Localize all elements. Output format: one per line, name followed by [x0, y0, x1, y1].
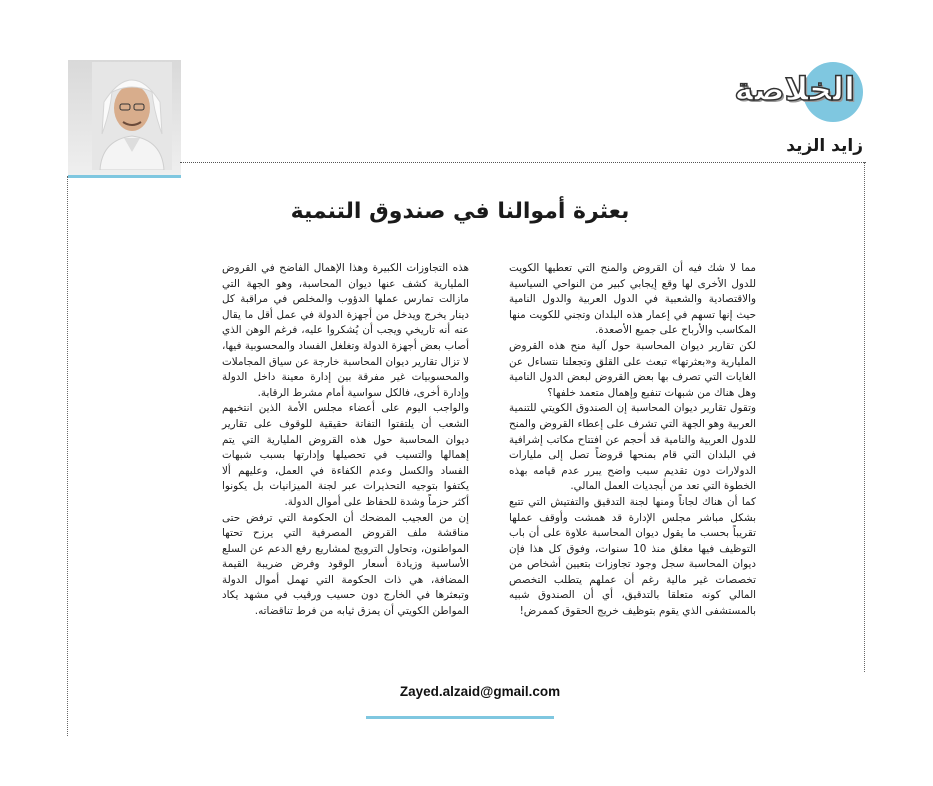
paragraph: كما أن هناك لجاناً ومنها لجنة التدقيق والتفتيش التي تتبع بشكل مباشر مجلس الإدارة قد همشت وأوقف عملها تقريباً بحسب ما يقول ديوان المحاسبة علاوة على أن باب التوظيف فيها مغلق منذ 10 سنوات، وفوق كل هذا فإن ديوان المحاسبة سجل وجود تجاوزات بتعيين أشخاص من تخصصات غير مالية رغم أن عملهم يتطلب التخصص المالي كونه متعلقا بالتدقيق، أي أن الصندوق شبيه بالمستشفى الذي يقوم بتوظيف خريج الحقوق كممرض!	[509, 495, 757, 618]
author-email[interactable]: Zayed.alzaid@gmail.com	[399, 684, 561, 699]
article-headline: بعثرة أموالنا في صندوق التنمية	[290, 199, 630, 224]
left-divider	[67, 176, 68, 736]
paragraph: وتقول تقارير ديوان المحاسبة إن الصندوق الكويتي للتنمية العربية وهو الجهة التي تشرف على إعطاء القروض والمنح للدول العربية والنامية قد أحجم عن افتتاح مكاتب إشرافية في البلدان التي قام بمنحها قروضاً تصل إلى مليارات الدولارات دون تقديم سبب واضح يبرر عدم قيامه بهذه الخطوة التي تعد من أبجديات العمل المالي.	[509, 402, 756, 493]
paragraph: لكن تقارير ديوان المحاسبة حول آلية منح هذه القروض المليارية و«بعثرتها» تبعث على القلق وتجعلنا نتساءل عن الغايات التي تصرف بها بعض القروض لبعض الدول النامية وهل هناك من شبهات تنفيع وإهمال متعمد خلفها؟	[509, 339, 756, 399]
paragraph: مما لا شك فيه أن القروض والمنح التي تعطيها الكويت للدول الأخرى لها وقع إيجابي كبير من النواحي السياسية والاقتصادية والشعبية في الدول العربية والدول النامية حيث إنها تسهم في إعمار هذه البلدان وتجني للكويت منها المكاسب والأرباح على جميع الأصعدة.	[509, 262, 756, 337]
column-badge	[713, 62, 863, 124]
article-column-right	[509, 261, 756, 620]
author-name: زايد الزيد	[786, 136, 863, 156]
top-divider	[180, 162, 866, 163]
right-divider	[864, 162, 865, 672]
article-column-left	[222, 261, 469, 620]
paragraph: إن من العجيب المضحك أن الحكومة التي ترفض حتى مناقشة ملف القروض المصرفية التي يرزح تحتها المواطنون، وتحاول الترويج لمشاريع رفع الدعم عن السلع الأساسية وزيادة أسعار الوقود وفرض ضريبة القيمة المضافة، هي ذات الحكومة التي تهمل أموال الدولة وتبعثرها في الخارج دون حسيب ورقيب في مشهد يكاد المواطن الكويتي أن يمزق ثيابه من فرط تناقضاته.	[222, 511, 469, 618]
author-portrait-icon	[92, 62, 172, 170]
footer-accent-bar	[366, 716, 554, 719]
paragraph: هذه التجاوزات الكبيرة وهذا الإهمال الفاضح في القروض المليارية كشف عنها ديوان المحاسبة، وهو الجهة التي مازالت تمارس عملها الدؤوب والمخلص في مراقبة كل دينار يخرج ويدخل من أجهزة الدولة في عمل أقل ما يقال عنه أنه تاريخي ويجب أن يُشكروا عليه، فرغم الوهن الذي أصاب بعض أجهزة الدولة وتغلغل الفساد والمحسوبية فيها، لا تزال تقارير ديوان المحاسبة خارجة عن سياق المجاملات والمحسوبيات غير مفرقة بين إدارة معينة داخل الدولة وإدارة أخرى، فالكل سواسية أمام مشرط الرقابة.	[222, 262, 469, 399]
paragraph: والواجب اليوم على أعضاء مجلس الأمة الذين انتخبهم الشعب أن يلتفتوا التفاتة حقيقية للوقوف على تقارير ديوان المحاسبة حول هذه القروض المليارية التي يتم إهمالها والتسيب في تحصيلها وإدارتها بسبب شبهات الفساد والكسل وعدم الكفاءة في العمل، وعليهم ألا يكتفوا بتوجيه التحذيرات عبر لجنة الميزانيات بل يكونوا أكثر حزماً وشدة للحفاظ على أموال الدولة.	[222, 402, 469, 508]
badge-label: الخلاصة	[734, 70, 855, 108]
